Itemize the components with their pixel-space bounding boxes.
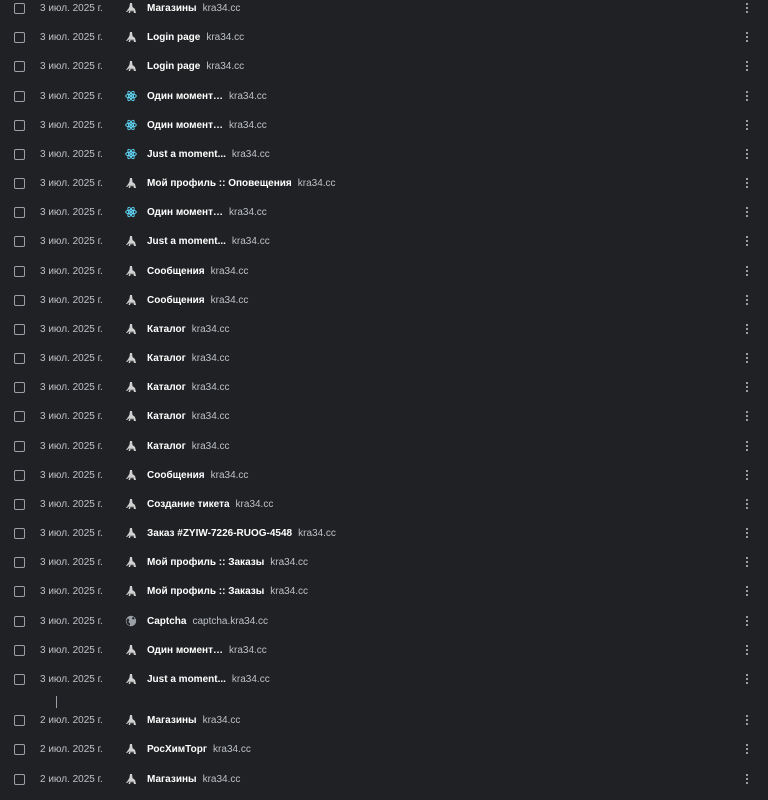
page-domain: kra34.cc	[191, 353, 230, 364]
menu-dot	[746, 441, 748, 443]
page-title: Just a moment...	[147, 149, 226, 160]
page-title: Создание тикета	[147, 499, 230, 510]
more-actions-icon[interactable]	[741, 497, 753, 512]
menu-dot	[746, 528, 748, 530]
menu-dot	[746, 653, 748, 655]
more-actions-icon[interactable]	[741, 772, 753, 787]
history-link[interactable]	[147, 774, 240, 786]
history-row[interactable]	[0, 24, 768, 53]
menu-dot	[746, 557, 748, 559]
history-row[interactable]	[0, 258, 768, 287]
visit-date: 3 июл. 2025 г.	[40, 236, 103, 247]
page-title: Заказ #ZYIW-7226-RUOG-4548	[147, 528, 293, 539]
history-row[interactable]	[0, 736, 768, 765]
history-row[interactable]	[0, 53, 768, 82]
more-actions-icon[interactable]	[741, 59, 753, 74]
menu-dot	[746, 748, 748, 750]
page-title: Каталог	[147, 324, 186, 335]
page-title: Каталог	[147, 353, 186, 364]
more-actions-icon[interactable]	[741, 264, 753, 279]
visit-date: 2 июл. 2025 г.	[40, 715, 103, 726]
menu-dot	[746, 449, 748, 451]
globe-icon	[125, 615, 137, 627]
visit-date: 3 июл. 2025 г.	[40, 91, 103, 102]
history-row[interactable]	[0, 637, 768, 666]
history-link[interactable]	[147, 645, 267, 657]
page-title: Сообщения	[147, 266, 205, 277]
menu-dot	[746, 128, 748, 130]
history-row[interactable]	[0, 228, 768, 257]
row-checkbox[interactable]	[14, 616, 25, 627]
menu-dot	[746, 361, 748, 363]
page-domain: kra34.cc	[231, 149, 270, 160]
history-link[interactable]	[147, 674, 270, 686]
menu-dot	[746, 624, 748, 626]
row-checkbox[interactable]	[14, 353, 25, 364]
menu-dot	[746, 153, 748, 155]
menu-dot	[746, 353, 748, 355]
kraken-icon	[125, 773, 137, 785]
page-domain: kra34.cc	[270, 557, 309, 568]
page-title: Каталог	[147, 382, 186, 393]
menu-dot	[746, 419, 748, 421]
more-actions-icon[interactable]	[741, 672, 753, 687]
visit-date: 3 июл. 2025 г.	[40, 207, 103, 218]
menu-dot	[746, 752, 748, 754]
page-domain: kra34.cc	[210, 470, 249, 481]
page-domain: kra34.cc	[228, 207, 267, 218]
menu-dot	[746, 386, 748, 388]
history-row[interactable]	[0, 433, 768, 462]
history-link[interactable]	[147, 61, 244, 73]
kraken-icon	[125, 60, 137, 72]
menu-dot	[746, 411, 748, 413]
more-actions-icon[interactable]	[741, 147, 753, 162]
page-title: Один момент…	[147, 207, 223, 218]
history-row[interactable]	[0, 199, 768, 228]
menu-dot	[746, 240, 748, 242]
row-checkbox[interactable]	[14, 774, 25, 785]
menu-dot	[746, 182, 748, 184]
history-link[interactable]	[147, 32, 244, 44]
kraken-icon	[125, 440, 137, 452]
history-link[interactable]	[147, 266, 248, 278]
more-actions-icon[interactable]	[741, 742, 753, 757]
history-link[interactable]	[147, 528, 336, 540]
kraken-icon	[125, 527, 137, 539]
history-row[interactable]	[0, 287, 768, 316]
menu-dot	[746, 95, 748, 97]
more-actions-icon[interactable]	[741, 614, 753, 629]
visit-date: 3 июл. 2025 г.	[40, 295, 103, 306]
more-actions-icon[interactable]	[741, 409, 753, 424]
more-actions-icon[interactable]	[741, 234, 753, 249]
visit-date: 3 июл. 2025 г.	[40, 528, 103, 539]
page-title: Каталог	[147, 441, 186, 452]
visit-date: 3 июл. 2025 г.	[40, 178, 103, 189]
menu-dot	[746, 303, 748, 305]
history-row[interactable]	[0, 491, 768, 520]
kraken-icon	[125, 265, 137, 277]
more-actions-icon[interactable]	[741, 351, 753, 366]
visit-date: 3 июл. 2025 г.	[40, 470, 103, 481]
more-actions-icon[interactable]	[741, 380, 753, 395]
history-row[interactable]	[0, 608, 768, 637]
menu-dot	[746, 149, 748, 151]
history-link[interactable]	[147, 499, 273, 511]
page-domain: kra34.cc	[202, 774, 241, 785]
page-domain: kra34.cc	[210, 295, 249, 306]
visit-date: 2 июл. 2025 г.	[40, 774, 103, 785]
more-actions-icon[interactable]	[741, 293, 753, 308]
visit-date: 3 июл. 2025 г.	[40, 411, 103, 422]
menu-dot	[746, 503, 748, 505]
row-checkbox[interactable]	[14, 91, 25, 102]
menu-dot	[746, 332, 748, 334]
page-domain: kra34.cc	[191, 441, 230, 452]
menu-dot	[746, 674, 748, 676]
menu-dot	[746, 715, 748, 717]
react-icon	[125, 206, 137, 218]
history-link[interactable]	[147, 120, 267, 132]
react-icon	[125, 119, 137, 131]
menu-dot	[746, 532, 748, 534]
page-domain: kra34.cc	[191, 324, 230, 335]
text-cursor	[56, 696, 57, 708]
history-row[interactable]	[0, 374, 768, 403]
page-domain: kra34.cc	[210, 266, 249, 277]
history-link[interactable]	[147, 295, 248, 307]
row-checkbox[interactable]	[14, 715, 25, 726]
history-row[interactable]	[0, 83, 768, 112]
page-title: Just a moment...	[147, 674, 226, 685]
row-checkbox[interactable]	[14, 674, 25, 685]
more-actions-icon[interactable]	[741, 30, 753, 45]
page-title: Login page	[147, 61, 201, 72]
history-link[interactable]	[147, 382, 230, 394]
visit-date: 3 июл. 2025 г.	[40, 3, 103, 14]
page-title: Один момент…	[147, 645, 223, 656]
page-title: Мой профиль :: Заказы	[147, 557, 265, 568]
menu-dot	[746, 32, 748, 34]
menu-dot	[746, 415, 748, 417]
history-row[interactable]	[0, 520, 768, 549]
kraken-icon	[125, 556, 137, 568]
page-domain: kra34.cc	[213, 744, 251, 755]
visit-date: 3 июл. 2025 г.	[40, 645, 103, 656]
page-domain: kra34.cc	[228, 120, 267, 131]
visit-date: 3 июл. 2025 г.	[40, 149, 103, 160]
menu-dot	[746, 723, 748, 725]
menu-dot	[746, 295, 748, 297]
menu-dot	[746, 211, 748, 213]
kraken-icon	[125, 585, 137, 597]
page-title: Магазины	[147, 715, 197, 726]
visit-date: 3 июл. 2025 г.	[40, 616, 103, 627]
menu-dot	[746, 778, 748, 780]
menu-dot	[746, 744, 748, 746]
history-link[interactable]	[147, 207, 267, 219]
visit-date: 3 июл. 2025 г.	[40, 32, 103, 43]
page-domain: kra34.cc	[297, 178, 336, 189]
page-domain: kra34.cc	[206, 61, 245, 72]
row-checkbox[interactable]	[14, 411, 25, 422]
more-actions-icon[interactable]	[741, 713, 753, 728]
visit-date: 3 июл. 2025 г.	[40, 266, 103, 277]
page-title: Один момент…	[147, 120, 223, 131]
page-title: РосХимТорг	[147, 744, 208, 755]
menu-dot	[746, 445, 748, 447]
history-link[interactable]	[147, 91, 267, 103]
menu-dot	[746, 390, 748, 392]
history-link[interactable]	[147, 149, 270, 161]
menu-dot	[746, 186, 748, 188]
history-row[interactable]	[0, 112, 768, 141]
kraken-icon	[125, 498, 137, 510]
menu-dot	[746, 7, 748, 9]
row-checkbox[interactable]	[14, 441, 25, 452]
menu-dot	[746, 3, 748, 5]
page-domain: kra34.cc	[206, 32, 245, 43]
menu-dot	[746, 536, 748, 538]
kraken-icon	[125, 410, 137, 422]
kraken-icon	[125, 352, 137, 364]
visit-date: 3 июл. 2025 г.	[40, 499, 103, 510]
menu-dot	[746, 620, 748, 622]
kraken-icon	[125, 31, 137, 43]
page-domain: captcha.kra34.cc	[192, 616, 269, 627]
page-title: Login page	[147, 32, 201, 43]
menu-dot	[746, 11, 748, 13]
page-domain: kra34.cc	[298, 528, 336, 539]
menu-dot	[746, 215, 748, 217]
visit-date: 3 июл. 2025 г.	[40, 61, 103, 72]
menu-dot	[746, 61, 748, 63]
menu-dot	[746, 328, 748, 330]
page-title: Сообщения	[147, 470, 205, 481]
page-domain: kra34.cc	[235, 499, 274, 510]
more-actions-icon[interactable]	[741, 526, 753, 541]
page-domain: kra34.cc	[191, 411, 230, 422]
menu-dot	[746, 682, 748, 684]
history-row[interactable]	[0, 666, 768, 695]
row-checkbox[interactable]	[14, 32, 25, 43]
more-actions-icon[interactable]	[741, 643, 753, 658]
more-actions-icon[interactable]	[741, 322, 753, 337]
menu-dot	[746, 499, 748, 501]
menu-dot	[746, 91, 748, 93]
menu-dot	[746, 357, 748, 359]
row-checkbox[interactable]	[14, 382, 25, 393]
menu-dot	[746, 645, 748, 647]
page-domain: kra34.cc	[228, 91, 267, 102]
menu-dot	[746, 474, 748, 476]
menu-dot	[746, 99, 748, 101]
menu-dot	[746, 157, 748, 159]
menu-dot	[746, 616, 748, 618]
page-title: Мой профиль :: Заказы	[147, 586, 265, 597]
menu-dot	[746, 649, 748, 651]
page-title: Сообщения	[147, 295, 205, 306]
history-link[interactable]	[147, 353, 230, 365]
menu-dot	[746, 678, 748, 680]
menu-dot	[746, 69, 748, 71]
row-checkbox[interactable]	[14, 499, 25, 510]
more-actions-icon[interactable]	[741, 1, 753, 16]
history-row[interactable]	[0, 462, 768, 491]
row-checkbox[interactable]	[14, 178, 25, 189]
row-checkbox[interactable]	[14, 120, 25, 131]
visit-date: 3 июл. 2025 г.	[40, 674, 103, 685]
more-actions-icon[interactable]	[741, 468, 753, 483]
history-row[interactable]	[0, 578, 768, 607]
row-checkbox[interactable]	[14, 61, 25, 72]
page-domain: kra34.cc	[231, 674, 270, 685]
react-icon	[125, 90, 137, 102]
page-title: Каталог	[147, 411, 186, 422]
history-row[interactable]	[0, 403, 768, 432]
row-checkbox[interactable]	[14, 295, 25, 306]
kraken-icon	[125, 673, 137, 685]
page-domain: kra34.cc	[202, 715, 241, 726]
kraken-icon	[125, 644, 137, 656]
menu-dot	[746, 594, 748, 596]
menu-dot	[746, 65, 748, 67]
history-link[interactable]	[147, 557, 308, 569]
menu-dot	[746, 586, 748, 588]
menu-dot	[746, 124, 748, 126]
history-row[interactable]	[0, 0, 768, 24]
menu-dot	[746, 120, 748, 122]
history-link[interactable]	[147, 586, 308, 598]
menu-dot	[746, 299, 748, 301]
row-checkbox[interactable]	[14, 744, 25, 755]
history-row[interactable]	[0, 316, 768, 345]
row-checkbox[interactable]	[14, 586, 25, 597]
kraken-icon	[125, 235, 137, 247]
kraken-icon	[125, 381, 137, 393]
more-actions-icon[interactable]	[741, 584, 753, 599]
kraken-icon	[125, 714, 137, 726]
row-checkbox[interactable]	[14, 266, 25, 277]
more-actions-icon[interactable]	[741, 176, 753, 191]
menu-dot	[746, 270, 748, 272]
react-icon	[125, 148, 137, 160]
menu-dot	[746, 244, 748, 246]
more-actions-icon[interactable]	[741, 439, 753, 454]
menu-dot	[746, 207, 748, 209]
menu-dot	[746, 561, 748, 563]
kraken-icon	[125, 469, 137, 481]
kraken-icon	[125, 177, 137, 189]
more-actions-icon[interactable]	[741, 89, 753, 104]
history-row[interactable]	[0, 549, 768, 578]
visit-date: 3 июл. 2025 г.	[40, 557, 103, 568]
kraken-icon	[125, 2, 137, 14]
row-checkbox[interactable]	[14, 470, 25, 481]
row-checkbox[interactable]	[14, 645, 25, 656]
visit-date: 2 июл. 2025 г.	[40, 744, 103, 755]
history-link[interactable]	[147, 3, 240, 15]
menu-dot	[746, 782, 748, 784]
menu-dot	[746, 178, 748, 180]
row-checkbox[interactable]	[14, 149, 25, 160]
page-title: Just a moment...	[147, 236, 226, 247]
row-checkbox[interactable]	[14, 207, 25, 218]
history-link[interactable]	[147, 470, 248, 482]
page-title: Магазины	[147, 774, 197, 785]
menu-dot	[746, 470, 748, 472]
visit-date: 3 июл. 2025 г.	[40, 353, 103, 364]
menu-dot	[746, 36, 748, 38]
menu-dot	[746, 324, 748, 326]
menu-dot	[746, 274, 748, 276]
menu-dot	[746, 774, 748, 776]
menu-dot	[746, 719, 748, 721]
page-domain: kra34.cc	[228, 645, 267, 656]
menu-dot	[746, 565, 748, 567]
history-link[interactable]	[147, 715, 240, 727]
kraken-icon	[125, 323, 137, 335]
page-title: Один момент…	[147, 91, 223, 102]
page-domain: kra34.cc	[191, 382, 230, 393]
visit-date: 3 июл. 2025 г.	[40, 324, 103, 335]
more-actions-icon[interactable]	[741, 555, 753, 570]
visit-date: 3 июл. 2025 г.	[40, 586, 103, 597]
menu-dot	[746, 590, 748, 592]
menu-dot	[746, 40, 748, 42]
visit-date: 3 июл. 2025 г.	[40, 382, 103, 393]
history-link[interactable]	[147, 236, 270, 248]
row-checkbox[interactable]	[14, 557, 25, 568]
row-checkbox[interactable]	[14, 324, 25, 335]
page-title: Captcha	[147, 616, 187, 627]
page-domain: kra34.cc	[231, 236, 270, 247]
kraken-icon	[125, 294, 137, 306]
history-row[interactable]	[0, 345, 768, 374]
visit-date: 3 июл. 2025 г.	[40, 441, 103, 452]
page-domain: kra34.cc	[202, 3, 241, 14]
history-row[interactable]	[0, 141, 768, 170]
menu-dot	[746, 382, 748, 384]
page-title: Магазины	[147, 3, 197, 14]
row-checkbox[interactable]	[14, 236, 25, 247]
history-row[interactable]	[0, 170, 768, 199]
history-link[interactable]	[147, 441, 230, 453]
row-checkbox[interactable]	[14, 528, 25, 539]
history-row[interactable]	[0, 707, 768, 736]
page-title: Мой профиль :: Оповещения	[147, 178, 292, 189]
menu-dot	[746, 478, 748, 480]
history-link[interactable]	[147, 411, 230, 423]
page-domain: kra34.cc	[270, 586, 309, 597]
kraken-icon	[125, 743, 137, 755]
more-actions-icon[interactable]	[741, 118, 753, 133]
menu-dot	[746, 266, 748, 268]
visit-date: 3 июл. 2025 г.	[40, 120, 103, 131]
menu-dot	[746, 507, 748, 509]
row-checkbox[interactable]	[14, 3, 25, 14]
history-link[interactable]	[147, 324, 230, 336]
history-row[interactable]	[0, 766, 768, 795]
more-actions-icon[interactable]	[741, 205, 753, 220]
history-link[interactable]	[147, 744, 251, 756]
menu-dot	[746, 236, 748, 238]
history-link[interactable]	[147, 178, 336, 190]
history-link[interactable]	[147, 616, 268, 628]
